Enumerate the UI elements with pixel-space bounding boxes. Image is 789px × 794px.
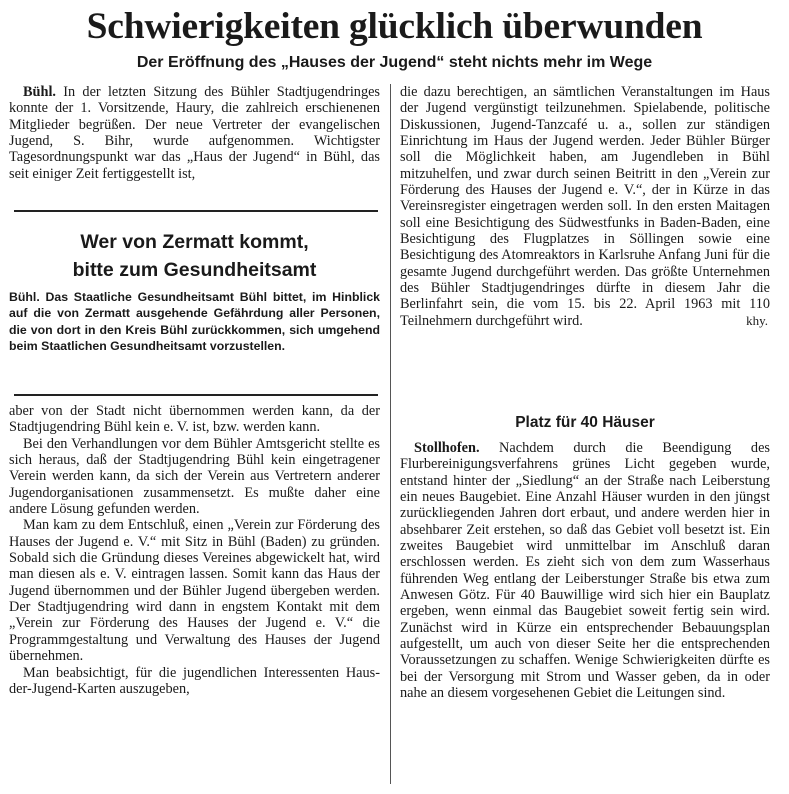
author-signature: khy. (746, 313, 768, 329)
continuation-paragraph: aber von der Stadt nicht übernommen werden kann, da der Stadtjugendring Bühl kein e. V. ist, bzw. werden kann. (9, 403, 380, 436)
box-top-rule (14, 210, 378, 212)
dateline: Bühl. (23, 84, 56, 100)
second-article-column (400, 440, 770, 702)
box-text: Bühl. Das Staatliche Gesundheitsamt Bühl bittet, im Hinblick auf die von Zermatt ausgehende Gefährdung aller Personen, die von dort in den Kreis Bühl zurückkommen, sich umgehend beim Staatlichen Gesundheitsamt vorzustellen. (9, 290, 380, 354)
continuation-column (9, 403, 380, 697)
subheadline: Der Eröffnung des „Hauses der Jugend“ steht nichts mehr im Wege (136, 54, 653, 71)
lead-text: In der letzten Sitzung des Bühler Stadtjugendringes konnte der 1. Vorsitzende, Haury, die zahlreich erschienenen Mitglieder begrüßen. Der neue Vertreter der evangelischen Jugend, S. Bihr, wurde aufgenommen. Wichtigster Tagesordnungspunkt war das „Haus der Jugend“ in Bühl, das seit einiger Zeit fertiggestellt ist, (9, 84, 380, 182)
second-article-paragraph (400, 440, 770, 702)
second-article-dateline: Stollhofen. (414, 440, 480, 456)
paragraph-3: Man kam zu dem Entschluß, einen „Verein zur Förderung des Hauses der Jugend e. V.“ mit Sitz in Bühl (Baden) zu gründen. Sobald sich die Gründung dieses Vereines abgewickelt hat, wird man diesen als e. V. eintragen lassen. Somit kann das Haus der Jugend übernommen und der Bühler Jugend übergeben werden. Der Stadtjugendring wird dann in engstem Kontakt mit dem „Verein zur Förderung des Hauses der Jugend e. V.“ die Programmgestaltung und Verwaltung des Hauses der Jugend übernehmen. (9, 517, 380, 665)
paragraph-5: die dazu berechtigen, an sämtlichen Veranstaltungen im Haus der Jugend vergünstigt teilzunehmen. Spielabende, politische Diskussionen, Jugend-Tanzcafé u. a., sollen zur ständigen Einrichtung im Haus der Jugend werden. Jeder Bühler Bürger soll die Möglichkeit haben, am Jugendleben in Bühl mitzuhelfen, und zwar durch seinen Beitritt in den „Verein zur Förderung des Hauses der Jugend e. V.“, der in Kürze in das Vereinsregister eingetragen werden soll. In den ersten Maitagen soll eine Besichtigung des Südwestfunks in Baden-Baden, eine Besichtigung des Flugplatzes in Söllingen sowie eine Besichtigung des Atomreaktors in Karlsruhe Anfang Juni für die gesamte Jugend durchgeführt werden. Das größte Unternehmen des Bühler Stadtjugendringes dürfte in diesem Jahr die Berlinfahrt sein, die vom 15. bis 22. April 1963 mit 110 Teilnehmern durchgeführt wird. (400, 84, 770, 329)
lead-column (9, 84, 380, 182)
box-bottom-rule (14, 394, 378, 396)
headline: Schwierigkeiten glücklich überwunden (86, 6, 703, 47)
second-article-text: Nachdem durch die Beendigung des Flurbereinigungsverfahrens grünes Licht gegeben wurde, entstand hinter der „Siedlung“ an der Straße nach Leiberstung ein neues Baugebiet. Eine Anzahl Häuser wurden in den jüngst zurückliegenden Jahren dort erbaut, und andere werden hier in absehbarer Zeit erstehen, so daß das Gebiet voll besetzt ist. Ein zweites Baugebiet wird unmittelbar im Anschluß daran erschlossen werden. Es zieht sich von dem zum Wasserhaus führenden Weg entlang der Leiberstunger Straße bis etwa zum Anwesen Götz. Für 40 Bauwillige wird sich hier ein Bauplatz ergeben, wenn einmal das Baugebiet soweit fertig sein wird. Zunächst wird in Kürze ein entsprechender Bebauungsplan aufgestellt, um auch von dieser Seite her die entsprechenden Voraussetzungen zu schaffen. Wenige Schwierigkeiten dürfte es bei der Versorgung mit Strom und Wasser geben, da in oder nahe an diesem vorgesehenen Gebiet die Leitungen sind. (400, 440, 770, 702)
paragraph-4: Man beabsichtigt, für die jugendlichen Interessenten Haus-der-Jugend-Karten auszugeben, (9, 664, 380, 697)
column-divider (390, 84, 391, 784)
box-title-line-1: Wer von Zermatt kommt, (80, 231, 309, 253)
right-column (400, 84, 770, 330)
box-title-line-2: bitte zum Gesundheitsamt (72, 259, 317, 281)
paragraph-2: Bei den Verhandlungen vor dem Bühler Amtsgericht stellte es sich heraus, daß der Stadtjugendring Bühl kein eingetragener Verein werden kann, da sich der Verein aus Vertretern anderer Jugendorganisationen zusammensetzt. Es mußte daher eine andere Lösung gefunden werden. (9, 435, 380, 518)
lead-paragraph (9, 84, 380, 182)
second-article-title: Platz für 40 Häuser (515, 414, 655, 431)
